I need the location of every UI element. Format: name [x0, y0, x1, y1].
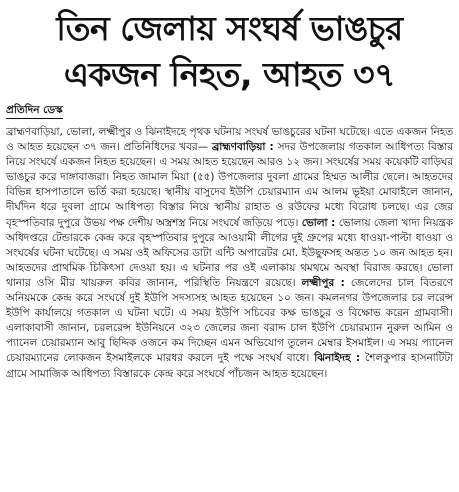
- article-body: [6, 125, 453, 382]
- section-text-brahmanbaria: সদর উপজেলায় গতকাল আধিপত্য বিস্তার নিয়ে সংঘর্ষে একজন নিহত হয়েছেন। এ সময় আহত হয়েছেন আরও ১২ জন। সংঘর্ষের সময় কয়েকটি বাড়িঘর ভাঙচুর করে দাঙ্গাবাজরা। নিহত জামাল মিয়া (৫৫) উপজেলার দুবলা গ্রামের হিম্মত আলীর ছেলে। আহতদের বিভিন্ন হাসপাতালে ভর্তি করা হয়েছে। স্থানীয় বাসুদেব ইউপি চেয়ারম্যান এম আলম ভূইয়া মোবাইলে জানান, দীর্ঘদিন ধরে দুবলা গ্রামে আধিপত্য বিস্তার নিয়ে স্থানীয় রাহাত ও রউফের মধ্যে বিরোধ চলছে। এর জের বৃহস্পতিবার দুপুরে উভয় পক্ষ দেশীয় অস্ত্রশস্ত্র নিয়ে সংঘর্ষে জড়িয়ে পড়ে।: [6, 141, 453, 229]
- section-text-lakshmipur: জেলেদের চাল বিতরণে অনিয়মকে কেন্দ্র করে সংঘর্ষে দুই ইউপি সদস্যসহ আহত হয়েছেন ১০ জন। কমলনগর উপজেলার চর লরেন্স ইউপি কার্যালয়ে গতকাল এ ঘটনা ঘটে। এ সময় ইউপি সচিবের কক্ষ ভাঙচুর ও বিক্ষোভ করেন গ্রামবাসী। এলাকাবাসী জানান, চরলরেন্স ইউনিয়নে ৩২৩ জেলের জন্য বরাদ্দ চাল ইউপি চেয়ারম্যান নুরুল আমিন ও প্যানেল চেয়ারম্যান আবু ছিদ্দিক ওজনে কম দিচ্ছেন এমন অভিযোগ তুলেন মেম্বার ইসমাইল। এ সময় প্যানেল চেয়ারম্যানের লোকজন ইসমাইলকে মারধর করলে দুই পক্ষে সংঘর্ষ বাধে।: [6, 276, 453, 365]
- article-paragraph: [6, 125, 453, 382]
- section-text-bhola: ভোলায় জেলা খাদ্য নিয়ন্ত্রক অধিদপ্তরে টেন্ডারকে কেন্দ্র করে বৃহস্পতিবার দুপুরে আওয়ামী লীগের দুই গ্রুপের মধ্যে ধাওয়া-পাল্টা ধাওয়া ও সংঘর্ষের ঘটনা ঘটেছে। এ সময় ওই অফিসের ডাটা এন্টি অপারেটর মো. ইউছুফসহ অন্তত ১০ জন আহত হন। আহতদের প্রাথমিক চিকিৎসা দেওয়া হয়। এ ঘটনার পর ওই এলাকায় থমথমে অবস্থা বিরাজ করছে। ভোলা থানার ওসি মীর খায়রুল কবির জানান, পরিস্থিতি নিয়ন্ত্রণে রয়েছে।: [6, 216, 453, 289]
- byline: প্রতিদিন ডেস্ক: [6, 103, 63, 119]
- headline: [0, 0, 459, 98]
- section-place-jhenaidah: ঝিনাইদহ :: [314, 352, 361, 365]
- intro-text: ব্রাহ্মণবাড়িয়া, ভোলা, লক্ষ্মীপুর ও ঝিনাইদহে পৃথক ঘটনায় সংঘর্ষ ভাঙচুরের ঘটনা ঘটেছে। এতে একজন নিহত ও আহত হয়েছেন ৩৭ জন। প্রতিনিধিদের খবর—: [6, 126, 453, 154]
- section-place-brahmanbaria: ব্রাহ্মণবাড়িয়া :: [211, 141, 274, 154]
- headline-line-2: একজন নিহত, আহত ৩৭: [63, 55, 396, 94]
- section-place-lakshmipur: লক্ষ্মীপুর :: [301, 276, 345, 289]
- section-text-jhenaidah: শৈলকুপার হাসনাটিটা গ্রামে সামাজিক আধিপত্য বিস্তারকে কেন্দ্র করে সংঘর্ষে পাঁচজন আহত হয়েছেন।: [6, 352, 453, 380]
- section-place-bhola: ভোলা :: [301, 216, 336, 229]
- headline-line-1: তিন জেলায় সংঘর্ষ ভাঙচুর: [56, 9, 403, 48]
